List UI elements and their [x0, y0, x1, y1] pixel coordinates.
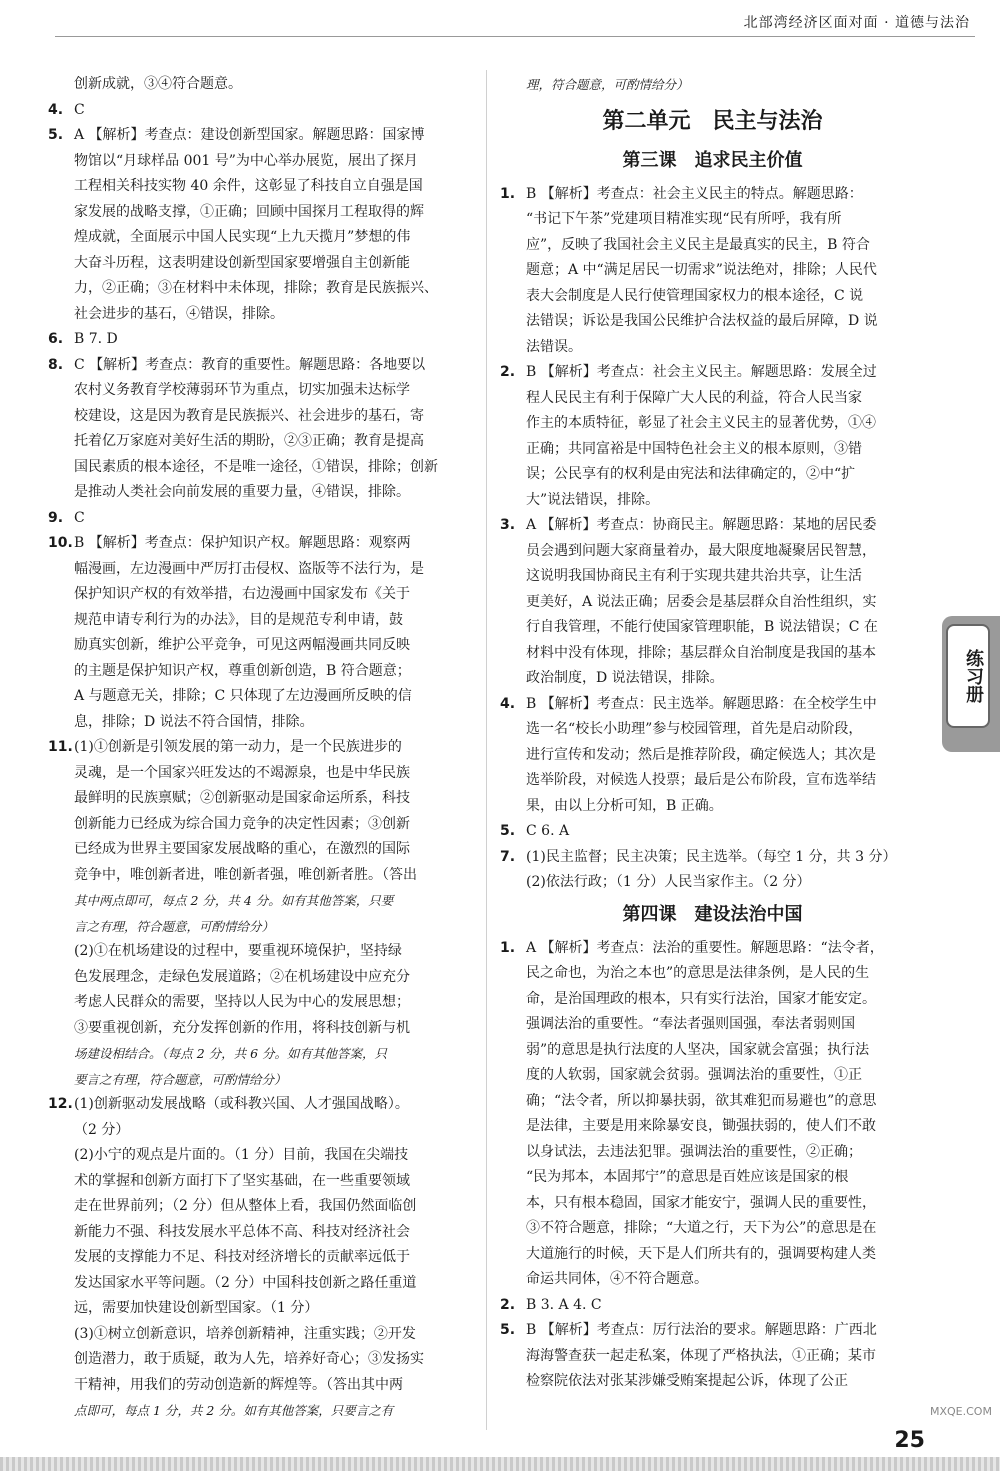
lesson-title-4: 第四课 建设法治中国	[622, 903, 803, 925]
line: 法错误；诉讼是我国公民维护合法权益的最后屏障，D 说	[526, 313, 878, 329]
line: 国民素质的根本途径，不是唯一途径，①错误，排除；创新	[74, 458, 438, 475]
lesson-title-3: 第三课 追求民主价值	[622, 149, 803, 171]
line: 考虑人民群众的需要，坚持以人民为中心的发展思想；	[74, 994, 410, 1010]
line: 选一名“校长小助理”参与校园管理，首先是启动阶段，	[526, 721, 863, 737]
footer-band	[0, 1457, 1000, 1471]
item-number: 9.	[48, 509, 64, 526]
line: 民之命也，为治之本也”的意思是法律条例，是人民的生	[526, 965, 870, 981]
line: 息，排除；D 说法不符合国情，排除。	[74, 713, 314, 730]
item-number: 12.	[48, 1096, 73, 1112]
line: 员会遇到问题大家商量着办，最大限度地凝聚居民智慧，	[526, 542, 876, 559]
line: 灵魂，是一个国家兴旺发达的不竭源泉，也是中华民族	[74, 764, 410, 781]
line: C 【解析】考查点：教育的重要性。解题思路：各地要以	[74, 356, 426, 373]
item-number: 1.	[500, 939, 516, 956]
line: 是法律，主要是用来除暴安良，锄强扶弱的，使人们不敢	[526, 1118, 876, 1134]
answer-item-r3	[500, 513, 925, 692]
line: 大奋斗历程，这表明建设创新型国家要增强自主创新能	[74, 254, 410, 271]
item-number: 1.	[500, 185, 516, 202]
line: 弱”的意思是执行法度的人坚决，国家就会富强；执行法	[526, 1041, 870, 1058]
item-number: 11.	[48, 739, 73, 755]
column-divider	[486, 70, 487, 1430]
answer-item-8	[48, 353, 478, 506]
answer-item-r7	[500, 845, 925, 896]
line: 发达国家水平等问题。（2 分）中国科技创新之路任重道	[74, 1274, 417, 1291]
scoring-note: 点即可，每点 1 分，共 2 分。如有其他答案，只要言之有	[74, 1403, 394, 1418]
item-number: 5.	[500, 823, 516, 839]
line: 规范申请专利行为的办法》，目的是规范专利申请，鼓	[74, 611, 403, 628]
line: 工程相关科技实物 40 余件，这彰显了科技自立自强是国	[74, 178, 423, 194]
line: 色发展理念，走绿色发展道路；②在机场建设中应充分	[74, 968, 410, 985]
continued-text: 理，符合题意，可酌情给分）	[526, 77, 689, 92]
item-number: 2.	[500, 1296, 516, 1313]
line: 创造潜力，敢于质疑，敢为人先，培养好奇心；③发扬实	[74, 1351, 424, 1367]
answer-item-11	[48, 735, 478, 1092]
line: 已经成为世界主要国家发展战略的重心，在激烈的国际	[74, 841, 410, 857]
line: 力，②正确；③在材料中未体现，排除；教育是民族振兴、	[74, 280, 438, 296]
item-number: 10.	[48, 535, 73, 551]
line: 命运共同体，④不符合题意。	[526, 1271, 708, 1287]
line: 物馆以“月球样品 001 号”为中心举办展览，展出了探月	[74, 152, 418, 169]
answer-text: B 3. A 4. C	[526, 1296, 602, 1313]
answer-item-9	[48, 506, 478, 532]
line: 命，是治国理政的根本，只有实行法治，国家才能安定。	[526, 990, 876, 1007]
answer-item-s5	[500, 1318, 925, 1395]
header-rule	[55, 36, 975, 37]
answer-item-s2	[500, 1293, 925, 1319]
answer-text: C 6. A	[526, 823, 570, 839]
line: 新能力不强、科技发展水平总体不高、科技对经济社会	[74, 1223, 410, 1240]
side-tab-label: 练习册	[946, 624, 990, 728]
line: 检察院依法对张某涉嫌受贿案提起公诉，体现了公正	[526, 1373, 848, 1389]
answer-text: C	[74, 509, 85, 526]
scoring-note: 要言之有理，符合题意，可酌情给分）	[74, 1071, 287, 1087]
line: 海海警查获一起走私案，体现了严格执法，①正确；某市	[526, 1347, 876, 1364]
line: 度的人软弱，国家就会贫弱。强调法治的重要性，①正	[526, 1067, 862, 1083]
line: 行自我管理，不能行使国家管理职能，B 说法错误；C 在	[526, 619, 878, 635]
line: (1)创新驱动发展战略（或科教兴国、人才强国战略）。	[74, 1096, 409, 1112]
line: 的主题是保护知识产权，尊重创新创造，B 符合题意；	[74, 662, 411, 679]
line: A 【解析】考查点：法治的重要性。解题思路：“法令者，	[526, 939, 884, 956]
line: 竞争中，唯创新者进，唯创新者强，唯创新者胜。（答出	[74, 866, 417, 883]
line: 幅漫画，左边漫画中严厉打击侵权、盗版等不法行为，是	[74, 560, 424, 577]
line: 正确；共同富裕是中国特色社会主义的根本原则，③错	[526, 440, 862, 457]
line: 术的掌握和创新方面打下了坚实基础，在一些重要领域	[74, 1172, 410, 1189]
line: A 与题意无关，排除；C 只体现了左边漫画所反映的信	[74, 688, 412, 704]
item-number: 5.	[500, 1322, 516, 1338]
item-number: 3.	[500, 517, 516, 533]
scoring-note: 场建设相结合。（每点 2 分，共 6 分。如有其他答案，只	[74, 1046, 388, 1061]
line: 题意；A 中“满足居民一切需求”说法绝对，排除；人民代	[526, 262, 877, 278]
line: 作主的本质特征，彰显了社会主义民主的显著优势，①④	[526, 415, 876, 431]
item-number: 5.	[48, 127, 64, 143]
line: 应”，反映了我国社会主义民主是最真实的民主，B 符合	[526, 236, 870, 253]
scoring-note: 言之有理，符合题意，可酌情给分）	[74, 918, 275, 934]
line: 干精神，用我们的劳动创造新的辉煌等。（答出其中两	[74, 1376, 403, 1393]
line: 大”说法错误，排除。	[526, 491, 660, 508]
line: 强调法治的重要性。“奉法者强则国强，奉法者弱则国	[526, 1016, 856, 1032]
line: 误；公民享有的权利是由宪法和法律确定的，②中“扩	[526, 466, 856, 482]
line: 确；“法令者，所以抑暴扶弱，欲其难犯而易避也”的意思	[526, 1092, 877, 1109]
line: 保护知识产权的有效举措，右边漫画中国家发布《关于	[74, 586, 410, 602]
line: 进行宣传和发动；然后是推荐阶段，确定候选人；其次是	[526, 746, 876, 763]
line: ③要重视创新，充分发挥创新的作用，将科技创新与机	[74, 1019, 410, 1036]
answer-item-r2	[500, 360, 925, 513]
answer-item-10	[48, 531, 478, 735]
line: （2 分）	[74, 1121, 130, 1138]
line: 创新能力已经成为综合国力竞争的决定性因素；③创新	[74, 815, 410, 832]
answer-item-r4	[500, 692, 925, 820]
line: 果，由以上分析可知，B 正确。	[526, 797, 723, 814]
answer-item-r5	[500, 819, 925, 845]
item-number: 2.	[500, 364, 516, 380]
left-column	[48, 72, 478, 1424]
continued-text: 创新成就，③④符合题意。	[74, 76, 242, 92]
line: B 【解析】考查点：社会主义民主的特点。解题思路：	[526, 185, 863, 202]
line: 政治制度，D 说法错误，排除。	[526, 670, 724, 686]
answer-item-4	[48, 98, 478, 124]
line: A 【解析】考查点：协商民主。解题思路：某地的居民委	[526, 517, 877, 533]
unit-title: 第二单元 民主与法治	[602, 108, 823, 134]
answer-item-6	[48, 327, 478, 353]
line: 以身试法，去违法犯罪。强调法治的重要性，②正确；	[526, 1143, 862, 1160]
answer-item-s1	[500, 936, 925, 1293]
line: (2)小宁的观点是片面的。（1 分）目前，我国在尖端技	[74, 1147, 409, 1163]
line: (3)①树立创新意识，培养创新精神，注重实践；②开发	[74, 1325, 416, 1342]
line: “书记下午茶”党建项目精准实现“民有所呼，我有所	[526, 211, 842, 227]
line: 本，只有根本稳固，国家才能安宁，强调人民的重要性，	[526, 1194, 876, 1211]
line: 校建设，这是因为教育是民族振兴、社会进步的基石，寄	[74, 407, 424, 424]
answer-text: B 7. D	[74, 331, 118, 347]
answer-item-12	[48, 1092, 478, 1424]
running-header: 北部湾经济区面对面 · 道德与法治	[743, 15, 970, 31]
item-number: 4.	[500, 695, 516, 712]
line: “民为邦本，本固邦宁”的意思是百姓应该是国家的根	[526, 1169, 849, 1185]
line: 更美好，A 说法正确；居委会是基层群众自治性组织，实	[526, 593, 877, 610]
line: A 【解析】考查点：建设创新型国家。解题思路：国家博	[74, 127, 425, 143]
line: 这说明我国协商民主有利于实现共建共治共享，让生活	[526, 568, 862, 584]
line: 选举阶段，对候选人投票；最后是公布阶段，宣布选举结	[526, 772, 876, 788]
line: (2)①在机场建设的过程中，要重视环境保护，坚持绿	[74, 943, 402, 959]
answer-text: C	[74, 101, 85, 118]
line: ③不符合题意，排除；“大道之行，天下为公”的意思是在	[526, 1220, 877, 1236]
answer-item-r1	[500, 182, 925, 361]
line: (2)依法行政；（1 分）人民当家作主。（2 分）	[526, 874, 811, 890]
page-number: 25	[894, 1428, 925, 1453]
line: 励真实创新，维护公平竞争，可见这两幅漫画共同反映	[74, 637, 410, 653]
line: 农村义务教育学校薄弱环节为重点，切实加强未达标学	[74, 382, 410, 398]
line: 材料中没有体现，排除；基层群众自治制度是我国的基本	[526, 644, 876, 661]
line: (1)①创新是引领发展的第一动力，是一个民族进步的	[74, 739, 402, 755]
line: 远，需要加快建设创新型国家。（1 分）	[74, 1300, 319, 1316]
item-number: 4.	[48, 101, 64, 118]
line: B 【解析】考查点：保护知识产权。解题思路：观察两	[74, 535, 411, 551]
line: B 【解析】考查点：社会主义民主。解题思路：发展全过	[526, 364, 877, 380]
answer-item-5	[48, 123, 478, 327]
line: B 【解析】考查点：民主选举。解题思路：在全校学生中	[526, 695, 877, 712]
line: 托着亿万家庭对美好生活的期盼，②③正确；教育是提高	[74, 433, 424, 449]
line: 发展的支撑能力不足、科技对经济增长的贡献率远低于	[74, 1249, 410, 1265]
line: 是推动人类社会向前发展的重要力量，④错误，排除。	[74, 484, 410, 500]
item-number: 8.	[48, 356, 64, 373]
line: 程人民民主有利于保障广大人民的利益，符合人民当家	[526, 389, 862, 406]
item-number: 7.	[500, 848, 516, 865]
line: 表大会制度是人民行使管理国家权力的根本途径，C 说	[526, 287, 864, 304]
line: 最鲜明的民族禀赋；②创新驱动是国家命运所系，科技	[74, 790, 410, 806]
line: 社会进步的基石，④错误，排除。	[74, 305, 284, 322]
watermark-text: MXQE.COM	[930, 1405, 992, 1418]
line: 法错误。	[526, 338, 582, 355]
line: 家发展的战略支撑，①正确；回顾中国探月工程取得的辉	[74, 203, 424, 220]
item-number: 6.	[48, 331, 64, 347]
right-column	[500, 72, 925, 1395]
scoring-note: 其中两点即可，每点 2 分，共 4 分。如有其他答案，只要	[74, 893, 394, 908]
line: B 【解析】考查点：厉行法治的要求。解题思路：广西北	[526, 1322, 877, 1338]
line: (1)民主监督；民主决策；民主选举。（每空 1 分，共 3 分）	[526, 848, 897, 865]
line: 走在世界前列；（2 分）但从整体上看，我国仍然面临创	[74, 1198, 417, 1214]
line: 大道施行的时候，天下是人们所共有的，强调要构建人类	[526, 1245, 876, 1262]
line: 煌成就，全面展示中国人民实现“上九天揽月”梦想的伟	[74, 229, 411, 245]
workbook-side-tab	[942, 616, 1000, 752]
